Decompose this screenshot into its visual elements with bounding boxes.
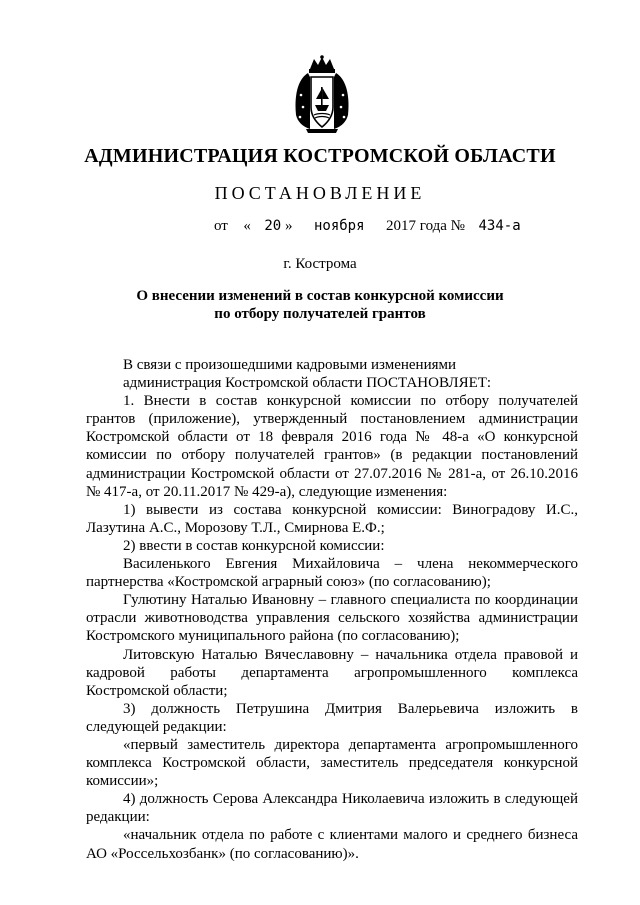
body-paragraph: 1. Внести в состав конкурсной комиссии по отбору получателей грантов (приложение), утвержденный постановлением администрации Костромской области от 18 февраля 2016 года № 48-а «О конкурсной комиссии по отбору получателей грантов» (в редакции постановлений администрации Костромской области от 27.07.2016 № 281-а, от 26.10.2016 № 417-а, от 20.11.2017 № 429-а), следующие изменения: xyxy=(86,393,578,500)
close-quote: » xyxy=(284,218,293,234)
date-month: ноября xyxy=(313,218,365,234)
subject-line-2: по отбору получателей грантов xyxy=(214,306,426,322)
open-quote: « xyxy=(243,218,251,234)
body-paragraph: 2) ввести в состав конкурсной комиссии: xyxy=(123,537,385,554)
date-year: 2017 года № xyxy=(386,218,465,234)
body-paragraph: В связи с произошедшими кадровыми изменениями xyxy=(123,357,457,373)
city: г. Кострома xyxy=(283,256,357,272)
coat-of-arms-icon xyxy=(290,55,354,133)
date-day: 20 xyxy=(264,218,282,234)
document-number: 434-а xyxy=(478,218,521,234)
body-paragraph: «первый заместитель директора департамента агропромышленного комплекса Костромской области, заместитель председателя конкурсной комиссии»; xyxy=(86,736,578,790)
body-paragraph: Василенького Евгения Михайловича – члена некоммерческого партнерства «Костромской аграрный союз» (по согласованию); xyxy=(86,556,578,591)
body-paragraph: Гулютину Наталью Ивановну – главного специалиста по координации отрасли животноводства управления сельского хозяйства администрации Костромского муниципального района (по согласованию); xyxy=(86,592,578,645)
body-paragraph: администрация Костромской области ПОСТАНОВЛЯЕТ: xyxy=(123,375,492,392)
body-paragraph: «начальник отдела по работе с клиентами малого и среднего бизнеса АО «Россельхозбанк» (по согласованию)». xyxy=(86,827,578,862)
subject-heading xyxy=(0,287,640,323)
organization-name: АДМИНИСТРАЦИЯ КОСТРОМСКОЙ ОБЛАСТИ xyxy=(84,145,556,167)
document-type: ПОСТАНОВЛЕНИЕ xyxy=(214,183,426,203)
date-number-line xyxy=(214,218,521,235)
body-paragraph: 1) вывести из состава конкурсной комиссии: Виноградову И.С., Лазутина А.С., Морозову Т.Л., Смирнова Е.Ф.; xyxy=(86,501,578,536)
subject-line-1: О внесении изменений в состав конкурсной комиссии xyxy=(136,288,504,304)
body-paragraph: 4) должность Серова Александра Николаевича изложить в следующей редакции: xyxy=(86,791,578,826)
date-prefix: от xyxy=(214,218,228,234)
document-body xyxy=(86,356,578,863)
body-paragraph: Литовскую Наталью Вячеславовну – начальника отдела правовой и кадровой работы департамента агропромышленного комплекса Костромской области; xyxy=(86,646,578,699)
body-paragraph: 3) должность Петрушина Дмитрия Валерьевича изложить в следующей редакции: xyxy=(86,700,578,735)
